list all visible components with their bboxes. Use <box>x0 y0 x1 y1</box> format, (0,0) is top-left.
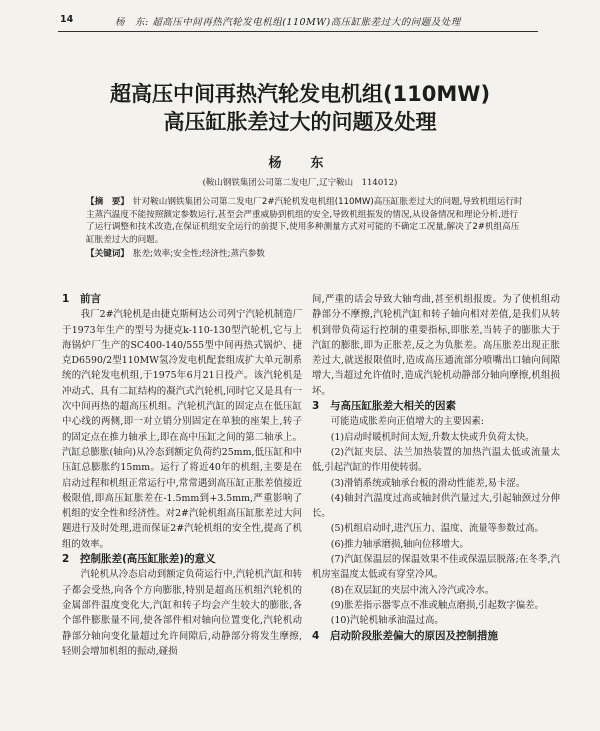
abstract-text: 针对鞍山钢铁集团公司第二发电厂2#汽轮机发电机组(110MW)高压缸胀差过大的问题,导致机组运行时主蒸汽温度不能按照额定参数运行,甚至会严重威胁到机组的安全,导致机组振发的情况,从设备情况和理论分析,进行了运行调整和技术改造,在保证机组安全运行的前提下,使用多种测量方式对可能的不确定工况量,解决了2#机组高压缸胀差过大的问题。 <box>86 197 523 245</box>
body-paragraph: (7)汽缸保温层的保温效果不佳或保温层脱落;在冬季,汽机房室温度太低或有穿堂冷风。 <box>312 554 560 581</box>
body-paragraph: (5)机组启动时,进汽压力、温度、流量等参数过高。 <box>330 523 544 535</box>
section-number: 2 <box>62 553 70 566</box>
keywords-paragraph <box>86 248 526 261</box>
body-paragraph: (1)启动时暖机时间太短,升数太快或升负荷太快。 <box>330 431 535 443</box>
body-paragraph: 我厂2#汽轮机是由捷克斯柯达公司列宁汽轮机制造厂于1973年生产的型号为捷克k-110-130型汽轮机,它与上海锅炉厂生产的SC400-140/555型中间再热式锅炉、捷克D6590/2型110MW氢冷发电机配套组成扩大单元制系统的汽轮发电机组,于1975年6月21日投产。该汽轮机是冲动式、具有二缸结构的凝汽式汽轮机,同时它又是具有一次中间再热的超高压机组。汽轮机汽缸的固定点在低压缸中心线的两侧,即一对立销分别固定在单独的座架上,转子的固定点在推力轴承上,即在高中压缸之间的第二轴承上。汽缸总膨胀(轴向)从冷态到额定负荷约25mm,低压缸和中压缸总膨胀约15mm。运行了将近40年的机组,主要是在启动过程和机组正常运行中,常常遇到高压缸正胀差值接近极限值,即高压缸胀差在-1.5mm到+3.5mm,严重影响了机组的安全性和经济性。对2#汽轮机组高压缸胀差过大问题进行及时处理,进而保证2#汽轮机组的安全性,提高了机组的效率。 <box>62 309 302 550</box>
body-paragraph: 汽轮机从冷态启动到额定负荷运行中,汽轮机汽缸和转子都会受热,向各个方向膨胀,特别是超高压机组汽轮机的金属部件温度变化大,汽缸和转子均会产生较大的膨胀,各个部件膨胀量不同,使各部件相对轴向位置变化,汽轮机动静部分轴向变化量超过允许间隙后,动静部分将发生摩擦,轻则会增加机组的振动,碰损 <box>62 569 302 657</box>
section-number: 4 <box>312 629 320 642</box>
body-paragraph: (2)汽缸夹层、法兰加热装置的加热汽温太低或流量太低,引起汽缸的作用使转弱。 <box>312 446 560 474</box>
body-paragraph: (10)汽轮机轴承油温过高。 <box>330 615 444 627</box>
section-title: 与高压缸胀差大相关的因素 <box>330 400 456 413</box>
body-paragraph: (8)在双层缸的夹层中流入冷汽或冷水。 <box>330 584 495 596</box>
running-title: 杨 东: 超高压中间再热汽轮发电机组(110MW)高压缸胀差过大的问题及处理 <box>115 17 461 28</box>
body-paragraph: (4)轴封汽温度过高或轴封供汽量过大,引起轴颈过分伸长。 <box>312 492 560 520</box>
body-column-right <box>312 292 560 644</box>
header-rule <box>58 31 538 32</box>
body-paragraph: (3)滑销系统或轴承台板的滑动性能差,易卡涩。 <box>330 477 526 489</box>
abstract-block <box>86 196 526 261</box>
section-heading <box>312 399 560 414</box>
section-title: 前言 <box>80 293 101 305</box>
body-paragraph: (9)胀差指示器零点不准或触点磨损,引起数字偏差。 <box>330 599 544 611</box>
author-affiliation: (鞍山钢铁集团公司第二发电厂,辽宁鞍山 114012) <box>202 178 398 188</box>
running-header <box>0 14 600 32</box>
paper-title-line-2: 高压缸胀差过大的问题及处理 <box>163 110 437 134</box>
body-paragraph: 间,严重的话会导致大轴弯曲,甚至机组报废。为了使机组动静部分不摩擦,汽轮机汽缸和转子轴向相对差值,是我们从转机到带负荷运行控制的重要指标,即胀差,当转子的膨胀大于汽缸的膨胀,即为正胀差,反之为负胀差。高压胀差出现正胀差过大,就送报限值时,造成高压通流部分喷嘴出口轴向间隙增大,当超过允许值时,造成汽轮机动静部分轴向摩擦,机组损坏。 <box>312 294 560 397</box>
keywords-label: 【关键词】 <box>86 249 129 260</box>
abstract-paragraph <box>86 196 526 246</box>
section-title: 控制胀差(高压缸胀差)的意义 <box>80 553 216 566</box>
section-number: 1 <box>62 293 70 305</box>
body-paragraph: 可能造成胀差向正值增大的主要因素: <box>330 416 484 428</box>
section-heading <box>62 552 302 567</box>
body-paragraph: (6)推力轴承磨损,轴向位移增大。 <box>330 538 469 550</box>
paper-title-line-1: 超高压中间再热汽轮发电机组(110MW) <box>109 82 491 106</box>
page-number: 14 <box>60 14 74 25</box>
author-name: 杨 东 <box>268 156 332 171</box>
keywords-text: 胀差;效率;安全性;经济性;蒸汽参数 <box>132 249 265 260</box>
section-title: 启动阶段胀差偏大的原因及控制措施 <box>330 629 498 642</box>
body-column-left <box>62 292 302 659</box>
section-number: 3 <box>312 400 320 413</box>
section-heading <box>312 629 560 644</box>
section-heading <box>62 292 302 307</box>
abstract-label: 【摘 要】 <box>86 197 129 207</box>
